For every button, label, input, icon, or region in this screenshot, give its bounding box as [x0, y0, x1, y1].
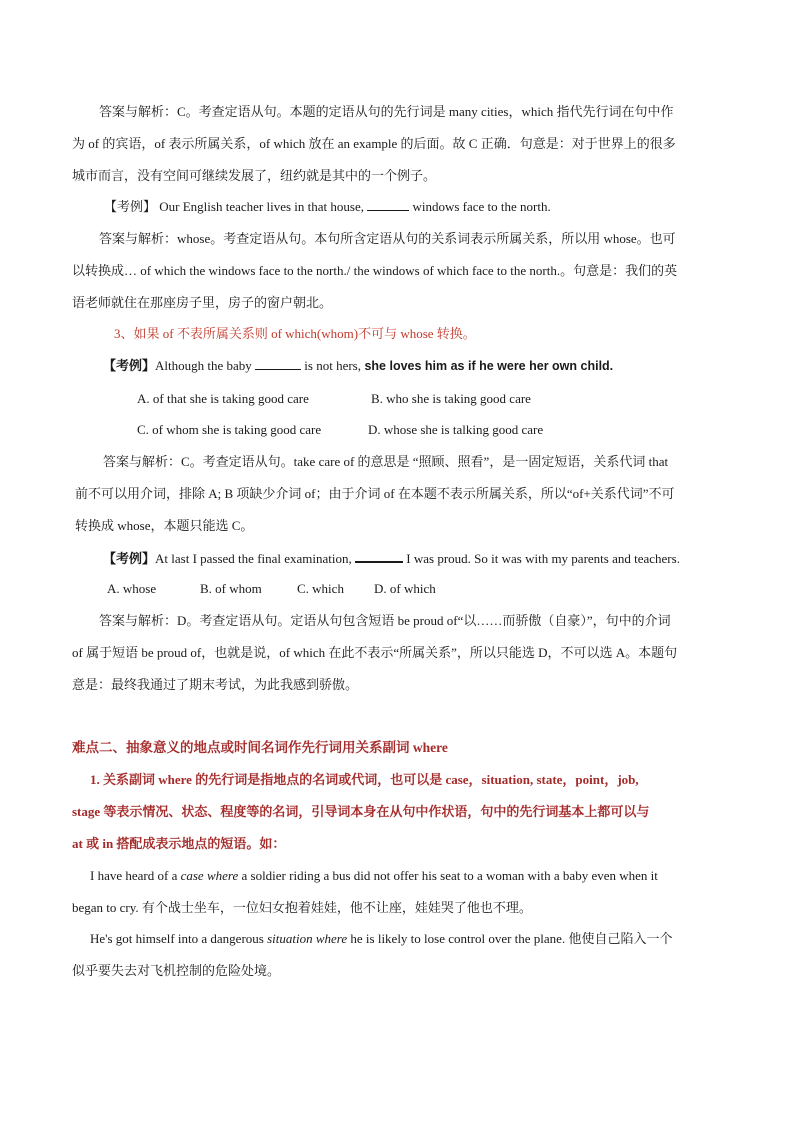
example-sentence-b-line-1 [90, 930, 672, 948]
example-1 [104, 198, 551, 216]
answer-analysis-2-line-3: 语老师就住在那座房子里，房子的窗户朝北。 [72, 295, 333, 310]
example-2-text-mid: is not hers, [301, 358, 361, 373]
answer-analysis-3-line-2: 前不可以用介词，排除 A; B 项缺少介词 of；由于介词 of 在本题不表示所属关系，所以“of+关系代词”不可 [75, 486, 675, 501]
example-sentence-b-italic: situation where [267, 931, 348, 946]
example-2-option-d: D. whose she is talking good care [368, 422, 544, 437]
example-1-tag: 【考例】 [104, 199, 157, 214]
answer-analysis-4-line-1: 答案与解析：D。考查定语从句。定语从句包含短语 be proud of“以……而骄傲（自豪）”，句中的介词 [99, 613, 671, 628]
example-2-text-before: Although the baby [155, 358, 252, 373]
example-3 [103, 549, 680, 568]
example-3-text-after: I was proud. So it was with my parents and teachers. [403, 551, 680, 566]
answer-analysis-2-line-1: 答案与解析：whose。考查定语从句。本句所含定语从句的关系词表示所属关系，所以用 whose。也可 [99, 231, 676, 246]
example-1-blank [367, 198, 409, 211]
answer-analysis-3-line-1: 答案与解析：C。考查定语从句。take care of 的意思是 “照顾、照看”，是一固定短语，关系代词 that [103, 454, 669, 469]
answer-analysis-4-line-2: of 属于短语 be proud of，也就是说，of which 在此不表示“所属关系”，所以只能选 D，不可以选 A。本题句 [72, 645, 678, 660]
answer-analysis-4-line-3: 意是：最终我通过了期末考试，为此我感到骄傲。 [72, 677, 359, 692]
example-2-option-c: C. of whom she is taking good care [137, 422, 322, 437]
example-3-option-d: D. of which [374, 581, 436, 596]
example-sentence-a-pre: I have heard of a [90, 868, 181, 883]
example-sentence-a-italic: case where [180, 868, 239, 883]
example-3-option-a: A. whose [107, 581, 157, 596]
answer-analysis-1-line-3: 城市而言，没有空间可继续发展了，纽约就是其中的一个例子。 [72, 168, 437, 183]
section-heading-2: 难点二、抽象意义的地点或时间名词作先行词用关系副词 where [72, 740, 448, 755]
answer-analysis-3-line-3: 转换成 whose，本题只能选 C。 [75, 518, 254, 533]
example-2-text-after: she loves him as if he were her own child. [360, 359, 614, 373]
example-2-tag: 【考例】 [103, 358, 156, 373]
rule-3: 3、如果 of 不表所属关系则 of which(whom)不可与 whose 转换。 [114, 326, 476, 341]
example-sentence-b-line-2: 似乎要失去对飞机控制的危险处境。 [72, 963, 281, 978]
example-2-blank [255, 357, 301, 370]
rule-1-line-3: at 或 in 搭配成表示地点的短语。如： [72, 836, 286, 851]
example-3-tag: 【考例】 [103, 551, 156, 566]
example-2-option-a: A. of that she is taking good care [137, 391, 309, 406]
example-sentence-a-line-1 [90, 867, 658, 885]
example-sentence-b-pre: He's got himself into a dangerous [90, 931, 268, 946]
example-2 [103, 357, 613, 375]
example-2-option-b: B. who she is taking good care [371, 391, 531, 406]
example-1-text-after: windows face to the north. [409, 199, 551, 214]
example-1-text-before: Our English teacher lives in that house, [156, 199, 364, 214]
rule-1-line-1: 1. 关系副词 where 的先行词是指地点的名词或代词，也可以是 case，situation, state，point，job, [90, 772, 639, 787]
example-3-option-c: C. which [297, 581, 344, 596]
example-3-text-before: At last I passed the final examination, [155, 551, 352, 566]
answer-analysis-2-line-2: 以转换成… of which the windows face to the north./ the windows of which face to the north.。句意是：我们的英 [72, 263, 678, 278]
rule-1-line-2: stage 等表示情况、状态、程度等的名词，引导词本身在从句中作状语，句中的先行词基本上都可以与 [72, 804, 650, 819]
example-sentence-a-line-2: began to cry. 有个战士坐车，一位妇女抱着娃娃，他不让座，娃娃哭了他也不理。 [72, 900, 532, 915]
example-3-blank [355, 549, 403, 563]
example-sentence-b-post: he is likely to lose control over the plane. 他使自己陷入一个 [347, 931, 673, 946]
example-3-option-b: B. of whom [200, 581, 262, 596]
example-sentence-a-post: a soldier riding a bus did not offer his seat to a woman with a baby even when it [238, 868, 658, 883]
answer-analysis-1-line-1: 答案与解析：C。考查定语从句。本题的定语从句的先行词是 many cities，which 指代先行词在句中作 [99, 104, 674, 119]
answer-analysis-1-line-2: 为 of 的宾语，of 表示所属关系，of which 放在 an example 的后面。故 C 正确．句意是：对于世界上的很多 [72, 136, 676, 151]
